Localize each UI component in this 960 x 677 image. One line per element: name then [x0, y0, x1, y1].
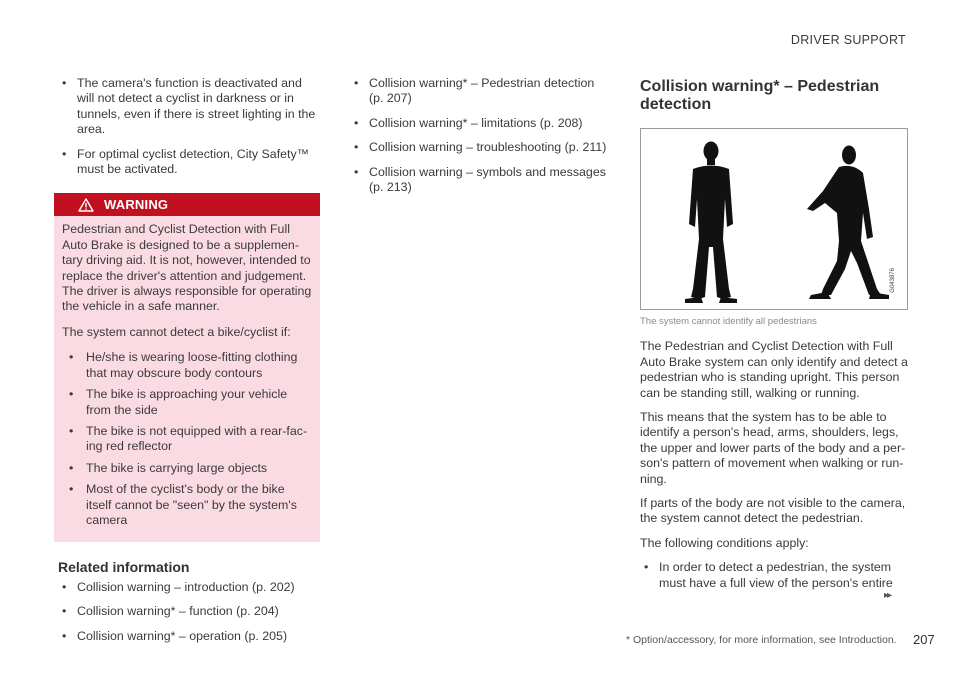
page-title: Collision warning* – Pedestrian detection	[640, 78, 880, 113]
body-paragraph: This means that the system has to be able to identify a person's head, arms, shoulders, legs, the upper and lower parts of the body and a per- son's pattern of movement when walking or run- ning.	[640, 410, 906, 486]
continue-arrow-icon[interactable]: ▸▸	[884, 590, 891, 601]
section-header: DRIVER SUPPORT	[790, 33, 906, 47]
warning-paragraph: Pedestrian and Cyclist Detection with Full Auto Brake is designed to be a supplemen- tary driving aid. It is not, however, intended to replace the driver's attention and judgement. The driver is always responsible for operating the vehicle in a safe manner.	[62, 222, 312, 314]
related-link[interactable]: • Collision warning – troubleshooting (p. 211)	[350, 140, 608, 155]
page-number: 207	[913, 632, 935, 647]
related-link[interactable]: • Collision warning – symbols and messages (p. 213)	[350, 165, 608, 196]
related-link[interactable]: • Collision warning* – function (p. 204)	[58, 604, 320, 619]
list-item: • For optimal cyclist detection, City Safety™ must be activated.	[58, 147, 320, 178]
related-link[interactable]: • Collision warning* – limitations (p. 208)	[350, 116, 608, 131]
related-links-list-continued	[350, 76, 608, 195]
warning-header	[54, 193, 320, 216]
related-link[interactable]: • Collision warning – introduction (p. 202)	[58, 580, 320, 595]
body-paragraph: The Pedestrian and Cyclist Detection with Full Auto Brake system can only identify and detect a pedestrian who is standing upright. This person can be standing still, walking or running.	[640, 339, 908, 400]
body-paragraph: If parts of the body are not visible to the camera, the system cannot detect the pedestrian.	[640, 496, 906, 526]
column-middle	[350, 76, 608, 204]
list-item: • Most of the cyclist's body or the bike itself cannot be "seen" by the system's camera	[62, 482, 312, 528]
standing-person-silhouette	[685, 142, 737, 304]
list-item: • The bike is not equipped with a rear-fac- ing red reflector	[62, 424, 312, 455]
warning-body	[54, 216, 320, 528]
list-item: • The bike is approaching your vehicle from the side	[62, 387, 312, 418]
warning-title: WARNING	[104, 197, 169, 213]
column-left	[58, 76, 320, 653]
related-links-list	[58, 580, 320, 644]
related-link[interactable]: • Collision warning* – operation (p. 205)	[58, 629, 320, 644]
warning-box	[54, 193, 320, 542]
column-right	[640, 76, 908, 600]
pedestrian-illustration	[640, 128, 908, 310]
list-item: • The camera's function is deactivated and will not detect a cyclist in darkness or in tunnels, even if there is street lighting in the area.	[58, 76, 320, 138]
related-information-heading: Related information	[58, 559, 190, 576]
warning-paragraph: The system cannot detect a bike/cyclist if:	[62, 324, 291, 339]
intro-bullet-list	[58, 76, 320, 177]
list-item: • In order to detect a pedestrian, the system must have a full view of the person's entire	[640, 560, 908, 591]
body-paragraph: The following conditions apply:	[640, 535, 809, 550]
warning-triangle-icon	[78, 198, 94, 212]
related-link[interactable]: • Collision warning* – Pedestrian detection (p. 207)	[350, 76, 608, 107]
footer-note: * Option/accessory, for more information, see Introduction.	[626, 634, 897, 646]
figure-code: G043876	[889, 268, 896, 293]
list-item: • The bike is carrying large objects	[62, 461, 312, 476]
walking-person-silhouette	[807, 146, 889, 300]
warning-list	[62, 350, 312, 528]
list-item: • He/she is wearing loose-fitting clothing that may obscure body contours	[62, 350, 312, 381]
figure-caption: The system cannot identify all pedestrians	[640, 316, 817, 327]
conditions-list	[640, 560, 908, 591]
